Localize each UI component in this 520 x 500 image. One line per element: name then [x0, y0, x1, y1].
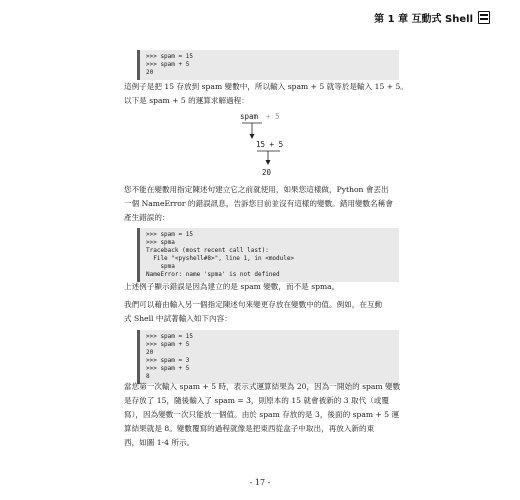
code-line: >>> spam + 5: [146, 365, 190, 372]
code-line: 8: [146, 373, 150, 380]
paragraph-line: 是存放了 15，隨後輸入了 spam = 3，則原本的 15 就會被新的 3 取代（或覆: [124, 396, 389, 405]
paragraph-line: 以下是 spam + 5 的運算求解過程：: [124, 96, 249, 105]
paragraph-line: 我們可以藉由輸入另一個指定陳述句來變更存放在變數中的值。例如，在互動: [124, 300, 383, 309]
code-line: spma: [146, 263, 175, 270]
code-line: Traceback (most recent call last):: [146, 247, 269, 254]
diagram-result: 20: [262, 168, 272, 177]
code-line: >>> spam + 5: [146, 341, 190, 348]
diagram-step-2: 15 + 5: [256, 140, 284, 149]
code-line: >>> spam = 15: [146, 231, 193, 238]
paragraph-line: 這例子是把 15 存放到 spam 變數中，所以輸入 spam + 5 就等於是輸入 15 + 5。: [124, 82, 408, 91]
paragraph-line: 一個 NameError 的錯誤訊息，告訴您目前並沒有這樣的變數。錯用變數名稱會: [124, 199, 393, 208]
code-line: >>> spam = 3: [146, 357, 190, 364]
paragraph-line: 您不能在變數用指定陳述句建立它之前就使用，如果您這樣做，Python 會丟出: [124, 185, 389, 194]
paragraph-line: 寫），因為變數一次只能放一個值。由於 spam 存放的是 3，後面的 spam + 5 運: [124, 410, 400, 419]
paragraph-line: 式 Shell 中試著輸入如下內容：: [124, 314, 232, 323]
code-line: >>> spam + 5: [146, 61, 190, 68]
book-icon: [478, 11, 490, 24]
paragraph-line: 算結果就是 8。變數覆寫的過程就像是把東西從盒子中取出，再放入新的東: [124, 424, 375, 433]
paragraph-4: [124, 298, 406, 326]
code-line: File "<pyshell#8>", line 1, in <module>: [146, 255, 295, 262]
page-number: - 17 -: [249, 478, 271, 487]
paragraph-line: 西，如圖 1-4 所示。: [124, 438, 195, 447]
code-line: 20: [146, 69, 154, 76]
paragraph-2: [124, 183, 406, 225]
code-line: >>> spam = 15: [146, 333, 193, 340]
paragraph-3: [124, 280, 406, 294]
paragraph-line: 當您第一次輸入 spam + 5 時，表示式運算結果為 20，因為一開始的 spam 變數: [124, 382, 401, 391]
code-line: NameError: name 'spma' is not defined: [146, 271, 280, 278]
paragraph-line: 上述例子顯示錯誤是因為建立的是 spam 變數，而不是 spma。: [124, 282, 340, 291]
code-line: 20: [146, 349, 154, 356]
diagram-variable: spam: [240, 112, 259, 121]
code-line: >>> spma: [146, 239, 175, 246]
chapter-header: [374, 10, 490, 25]
evaluation-diagram: [240, 112, 300, 182]
chapter-title: 第 1 章 互動式 Shell: [374, 14, 473, 25]
code-line: >>> spam = 15: [146, 53, 193, 60]
diagram-operand: + 5: [266, 112, 280, 121]
paragraph-5: [124, 380, 406, 450]
code-block-2: [137, 228, 399, 282]
paragraph-line: 產生錯誤的：: [124, 213, 170, 222]
code-block-1: [137, 50, 399, 80]
paragraph-1: [124, 80, 406, 108]
code-block-3: [137, 330, 399, 384]
